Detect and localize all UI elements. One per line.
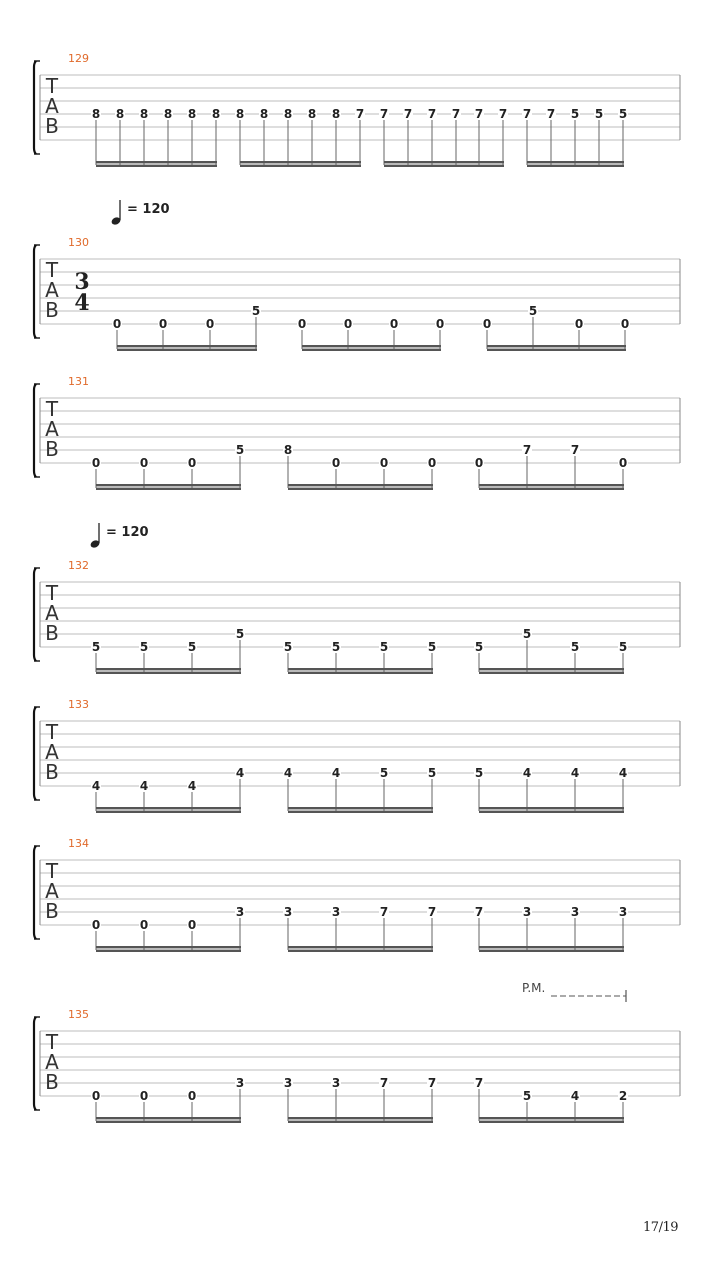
beam-primary: [487, 345, 626, 347]
tab-clef-letter: B: [45, 621, 59, 645]
tab-system-134: [34, 837, 680, 952]
fret-number: 5: [331, 640, 341, 654]
beam-primary: [240, 161, 361, 163]
fret-number: 8: [91, 107, 101, 121]
fret-number: 7: [355, 107, 365, 121]
beam-secondary: [96, 811, 241, 813]
fret-number: 0: [482, 317, 492, 331]
time-signature-bottom: 4: [74, 290, 90, 316]
fret-number: 0: [618, 456, 628, 470]
fret-number: 8: [211, 107, 221, 121]
fret-number: 5: [570, 107, 580, 121]
tab-system-130: [34, 236, 680, 351]
tab-clef-letter: B: [45, 298, 59, 322]
tab-clef-letter: T: [45, 1030, 59, 1054]
tab-clef-letter: T: [45, 720, 59, 744]
tab-clef-letter: B: [45, 760, 59, 784]
beam-primary: [288, 807, 433, 809]
fret-number: 7: [522, 107, 532, 121]
fret-number: 0: [187, 1089, 197, 1103]
fret-number: 8: [187, 107, 197, 121]
beam-secondary: [479, 488, 624, 490]
fret-number: 7: [474, 905, 484, 919]
fret-number: 0: [427, 456, 437, 470]
fret-number: 4: [570, 766, 580, 780]
fret-number: 7: [522, 443, 532, 457]
measure-number: 131: [68, 375, 89, 388]
measure-number: 132: [68, 559, 89, 572]
beam-primary: [479, 668, 624, 670]
fret-number: 5: [474, 766, 484, 780]
beam-secondary: [384, 165, 504, 167]
beam-secondary: [479, 811, 624, 813]
fret-number: 7: [474, 1076, 484, 1090]
fret-number: 3: [283, 1076, 293, 1090]
fret-number: 7: [546, 107, 556, 121]
fret-number: 8: [115, 107, 125, 121]
fret-number: 8: [259, 107, 269, 121]
fret-number: 4: [235, 766, 245, 780]
measure-number: 134: [68, 837, 89, 850]
fret-number: 0: [139, 456, 149, 470]
fret-number: 0: [187, 918, 197, 932]
page-number: 17/19: [643, 1220, 678, 1235]
tab-clef-letter: A: [45, 601, 59, 625]
fret-number: 5: [379, 766, 389, 780]
fret-number: 5: [618, 640, 628, 654]
fret-number: 0: [331, 456, 341, 470]
beam-secondary: [117, 349, 257, 351]
tab-clef-letter: A: [45, 94, 59, 118]
fret-number: 5: [528, 304, 538, 318]
fret-number: 4: [139, 779, 149, 793]
system-bracket: [34, 245, 36, 338]
tab-system-129: [34, 52, 680, 167]
fret-number: 8: [283, 443, 293, 457]
fret-number: 5: [427, 766, 437, 780]
fret-number: 4: [331, 766, 341, 780]
fret-number: 8: [283, 107, 293, 121]
beam-secondary: [479, 1121, 624, 1123]
fret-number: 3: [570, 905, 580, 919]
beam-primary: [479, 484, 624, 486]
fret-number: 5: [251, 304, 261, 318]
fret-number: 5: [379, 640, 389, 654]
beam-primary: [96, 484, 241, 486]
fret-number: 5: [474, 640, 484, 654]
fret-number: 2: [618, 1089, 628, 1103]
tab-clef-letter: A: [45, 417, 59, 441]
tempo-mark: [110, 200, 169, 226]
fret-number: 0: [112, 317, 122, 331]
tab-clef-letter: T: [45, 581, 59, 605]
fret-number: 5: [594, 107, 604, 121]
beam-primary: [288, 484, 433, 486]
fret-number: 8: [139, 107, 149, 121]
beam-secondary: [288, 672, 433, 674]
fret-number: 7: [379, 107, 389, 121]
beam-secondary: [96, 672, 241, 674]
tab-clef-letter: T: [45, 258, 59, 282]
fret-number: 4: [283, 766, 293, 780]
fret-number: 5: [91, 640, 101, 654]
fret-number: 7: [451, 107, 461, 121]
fret-number: 5: [283, 640, 293, 654]
system-bracket: [34, 384, 36, 477]
fret-number: 5: [618, 107, 628, 121]
beam-primary: [117, 345, 257, 347]
tempo-mark: [89, 523, 148, 549]
tab-clef-letter: B: [45, 114, 59, 138]
fret-number: 0: [139, 1089, 149, 1103]
beam-secondary: [479, 950, 624, 952]
fret-number: 0: [574, 317, 584, 331]
fret-number: 4: [91, 779, 101, 793]
beam-secondary: [96, 1121, 241, 1123]
tab-clef-letter: A: [45, 1050, 59, 1074]
beam-primary: [96, 946, 241, 948]
fret-number: 7: [474, 107, 484, 121]
palm-mute-label: P.M.: [522, 981, 546, 995]
tab-system-131: [34, 375, 680, 490]
fret-number: 0: [389, 317, 399, 331]
tab-clef-letter: A: [45, 740, 59, 764]
fret-number: 3: [235, 1076, 245, 1090]
fret-number: 5: [235, 627, 245, 641]
fret-number: 0: [474, 456, 484, 470]
beam-secondary: [288, 950, 433, 952]
fret-number: 8: [331, 107, 341, 121]
beam-primary: [96, 161, 217, 163]
fret-number: 0: [620, 317, 630, 331]
fret-number: 3: [331, 905, 341, 919]
fret-number: 3: [331, 1076, 341, 1090]
system-bracket: [34, 1017, 36, 1110]
fret-number: 0: [139, 918, 149, 932]
beam-secondary: [302, 349, 441, 351]
fret-number: 0: [91, 456, 101, 470]
beam-primary: [479, 1117, 624, 1119]
fret-number: 3: [283, 905, 293, 919]
tab-clef-letter: T: [45, 859, 59, 883]
beam-secondary: [96, 165, 217, 167]
beam-primary: [96, 807, 241, 809]
fret-number: 0: [91, 1089, 101, 1103]
fret-number: 4: [570, 1089, 580, 1103]
beam-primary: [96, 668, 241, 670]
beam-primary: [479, 807, 624, 809]
palm-mute-marking: [522, 981, 626, 1002]
beam-primary: [384, 161, 504, 163]
fret-number: 0: [343, 317, 353, 331]
tab-clef-letter: B: [45, 437, 59, 461]
beam-secondary: [288, 488, 433, 490]
beam-primary: [302, 345, 441, 347]
fret-number: 5: [427, 640, 437, 654]
fret-number: 8: [235, 107, 245, 121]
fret-number: 7: [427, 1076, 437, 1090]
system-bracket: [34, 846, 36, 939]
fret-number: 7: [427, 905, 437, 919]
fret-number: 3: [522, 905, 532, 919]
fret-number: 7: [403, 107, 413, 121]
beam-primary: [288, 946, 433, 948]
tab-clef-letter: T: [45, 74, 59, 98]
fret-number: 4: [187, 779, 197, 793]
measure-number: 133: [68, 698, 89, 711]
beam-primary: [479, 946, 624, 948]
beam-primary: [288, 668, 433, 670]
beam-secondary: [96, 950, 241, 952]
beam-secondary: [96, 488, 241, 490]
measure-number: 129: [68, 52, 89, 65]
measure-number: 135: [68, 1008, 89, 1021]
tempo-bpm-text: = 120: [106, 525, 149, 540]
fret-number: 5: [187, 640, 197, 654]
measure-number: 130: [68, 236, 89, 249]
fret-number: 5: [139, 640, 149, 654]
fret-number: 0: [435, 317, 445, 331]
system-bracket: [34, 61, 36, 154]
fret-number: 8: [307, 107, 317, 121]
fret-number: 7: [570, 443, 580, 457]
fret-number: 5: [522, 627, 532, 641]
system-bracket: [34, 707, 36, 800]
beam-secondary: [479, 672, 624, 674]
tab-clef-letter: B: [45, 899, 59, 923]
fret-number: 5: [235, 443, 245, 457]
fret-number: 4: [522, 766, 532, 780]
beam-secondary: [288, 1121, 433, 1123]
fret-number: 0: [91, 918, 101, 932]
tab-clef-letter: A: [45, 278, 59, 302]
fret-number: 7: [498, 107, 508, 121]
tab-system-132: [34, 559, 680, 674]
beam-secondary: [288, 811, 433, 813]
fret-number: 7: [427, 107, 437, 121]
tempo-bpm-text: = 120: [127, 202, 170, 217]
fret-number: 3: [235, 905, 245, 919]
fret-number: 5: [570, 640, 580, 654]
fret-number: 4: [618, 766, 628, 780]
fret-number: 5: [522, 1089, 532, 1103]
beam-secondary: [527, 165, 624, 167]
system-bracket: [34, 568, 36, 661]
fret-number: 0: [297, 317, 307, 331]
fret-number: 3: [618, 905, 628, 919]
tab-system-135: [34, 1008, 680, 1123]
beam-primary: [96, 1117, 241, 1119]
fret-number: 0: [379, 456, 389, 470]
fret-number: 0: [205, 317, 215, 331]
fret-number: 8: [163, 107, 173, 121]
tab-system-133: [34, 698, 680, 813]
tab-clef-letter: T: [45, 397, 59, 421]
beam-secondary: [487, 349, 626, 351]
tab-clef-letter: A: [45, 879, 59, 903]
beam-secondary: [240, 165, 361, 167]
tab-clef-letter: B: [45, 1070, 59, 1094]
beam-primary: [288, 1117, 433, 1119]
beam-primary: [527, 161, 624, 163]
time-signature-top: 3: [74, 269, 90, 295]
fret-number: 0: [187, 456, 197, 470]
fret-number: 0: [158, 317, 168, 331]
fret-number: 7: [379, 905, 389, 919]
fret-number: 7: [379, 1076, 389, 1090]
